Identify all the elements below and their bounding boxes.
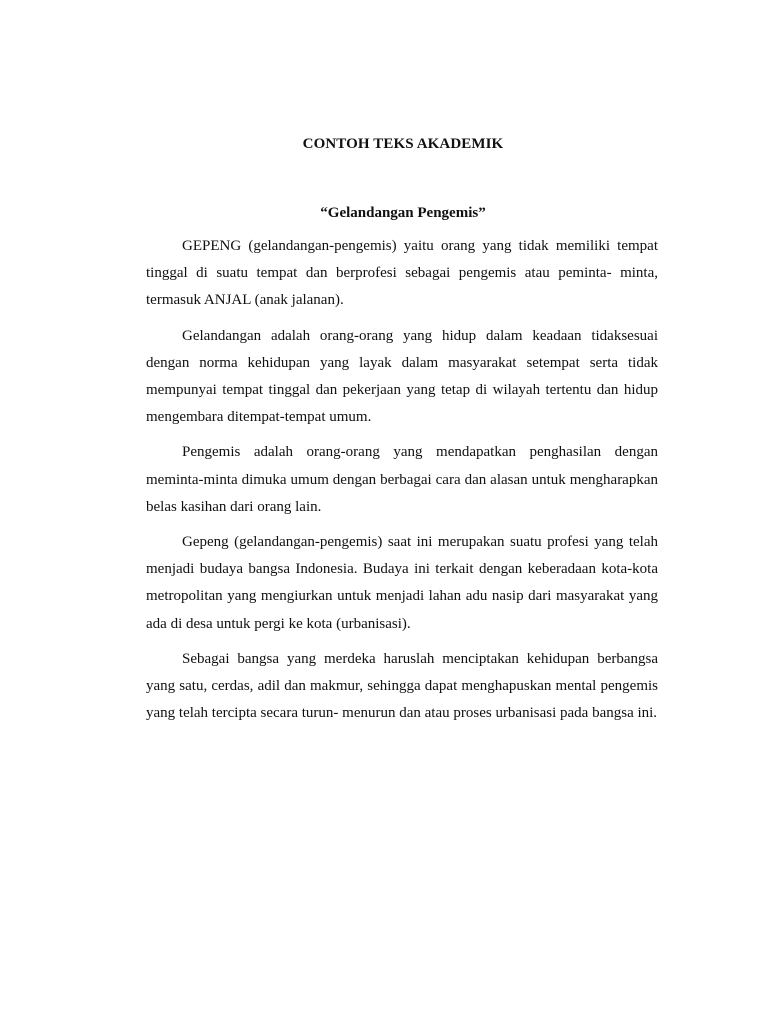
paragraph-budaya: Gepeng (gelandangan-pengemis) saat ini merupakan suatu profesi yang telah menjadi budaya bangsa Indonesia. Budaya ini terkait dengan keberadaan kota-kota metropolitan yang mengiurkan untuk menjadi lahan adu nasip dari masyarakat yang ada di desa untuk pergi ke kota (urbanisasi). [146,534,658,632]
paragraph-kesimpulan: Sebagai bangsa yang merdeka haruslah menciptakan kehidupan berbangsa yang satu, cerdas, adil dan makmur, sehingga dapat menghapuskan mental pengemis yang telah tercipta secara turun- menurun dan atau proses urbanisasi pada bangsa ini. [146,650,658,722]
essay-title: “Gelandangan Pengemis” [320,205,486,221]
document-heading: CONTOH TEKS AKADEMIK [302,136,504,152]
paragraph-gelandangan: Gelandangan adalah orang-orang yang hidup dalam keadaan tidaksesuai dengan norma kehidupan yang layak dalam masyarakat setempat serta tidak mempunyai tempat tinggal dan pekerjaan yang tetap di wilayah tertentu dan hidup mengembara ditempat-tempat umum. [146,327,658,426]
paragraph-gepeng: GEPENG (gelandangan-pengemis) yaitu orang yang tidak memiliki tempat tinggal di suatu tempat dan berprofesi sebagai pengemis atau peminta- minta, termasuk ANJAL (anak jalanan). [146,238,658,309]
paragraph-pengemis: Pengemis adalah orang-orang yang mendapatkan penghasilan dengan meminta-minta dimuka umum dengan berbagai cara dan alasan untuk mengharapkan belas kasihan dari orang lain. [146,444,658,515]
document-body [146,233,658,735]
